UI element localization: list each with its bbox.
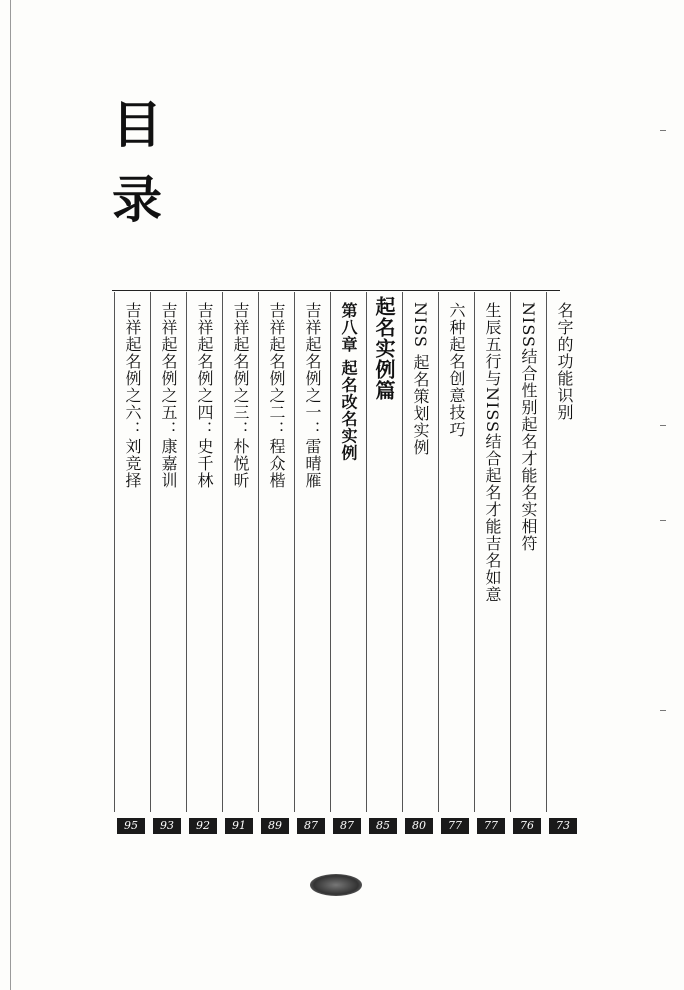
- toc-entry-title: 吉祥起名例之三：朴悦昕: [231, 302, 250, 489]
- toc-page-number: 89: [261, 818, 289, 834]
- toc-entry[interactable]: [258, 292, 292, 830]
- column-divider: [402, 292, 403, 812]
- toc-page-number: 87: [333, 818, 361, 834]
- toc-page-number: 77: [477, 818, 505, 834]
- toc-page-number: 73: [549, 818, 577, 834]
- page-left-edge: [10, 0, 11, 990]
- toc-page-number: 93: [153, 818, 181, 834]
- toc-entry-title: 吉祥起名例之六：刘竞择: [123, 302, 142, 489]
- toc-entry-title: 起名实例篇: [372, 296, 396, 401]
- toc-entry-title: NISS 起名策划实例: [411, 302, 430, 457]
- margin-mark: [660, 710, 666, 711]
- toc-entry[interactable]: [438, 292, 472, 830]
- toc-top-rule: [112, 290, 560, 291]
- column-divider: [186, 292, 187, 812]
- toc-entry-title: 名字的功能识别: [555, 302, 574, 421]
- toc-page-number: 76: [513, 818, 541, 834]
- column-divider: [294, 292, 295, 812]
- toc-page-number: 87: [297, 818, 325, 834]
- toc-entry-title: NISS结合性别起名才能名实相符: [519, 302, 538, 552]
- toc-entry[interactable]: [510, 292, 544, 830]
- toc-entry[interactable]: [294, 292, 328, 830]
- margin-mark: [660, 425, 666, 426]
- column-divider: [438, 292, 439, 812]
- column-divider: [114, 292, 115, 812]
- column-divider: [258, 292, 259, 812]
- toc-page-number: 85: [369, 818, 397, 834]
- toc-page-number: 95: [117, 818, 145, 834]
- toc-entry-title: 六种起名创意技巧: [447, 302, 466, 438]
- column-divider: [510, 292, 511, 812]
- toc-entry[interactable]: [186, 292, 220, 830]
- toc-entry-title: 吉祥起名例之五：康嘉训: [159, 302, 178, 489]
- toc-page-number: 92: [189, 818, 217, 834]
- toc-entry-title: 生辰五行与NISS结合起名才能吉名如意: [483, 302, 502, 603]
- toc-title-char-1: 目: [112, 95, 162, 154]
- margin-mark: [660, 130, 666, 131]
- toc-page-number: 80: [405, 818, 433, 834]
- toc-entry[interactable]: [330, 292, 364, 830]
- toc-entry[interactable]: [546, 292, 580, 830]
- column-divider: [330, 292, 331, 812]
- column-divider: [222, 292, 223, 812]
- toc-entry[interactable]: [114, 292, 148, 830]
- toc-entry[interactable]: [366, 292, 400, 830]
- toc-entry-title: 吉祥起名例之二：程众楷: [267, 302, 286, 489]
- toc-entry-title: 第八章 起名改名实例: [339, 302, 358, 462]
- toc-entry[interactable]: [222, 292, 256, 830]
- page-number-ornament: [310, 874, 362, 896]
- column-divider: [474, 292, 475, 812]
- margin-mark: [660, 520, 666, 521]
- toc-entry[interactable]: [150, 292, 184, 830]
- column-divider: [150, 292, 151, 812]
- toc-entry[interactable]: [402, 292, 436, 830]
- toc-entry[interactable]: [474, 292, 508, 830]
- toc-page-number: 77: [441, 818, 469, 834]
- toc-page-number: 91: [225, 818, 253, 834]
- column-divider: [366, 292, 367, 812]
- column-divider: [546, 292, 547, 812]
- toc-entry-title: 吉祥起名例之一：雷晴雁: [303, 302, 322, 489]
- toc-title-char-2: 录: [112, 170, 162, 229]
- toc-entry-title: 吉祥起名例之四：史千林: [195, 302, 214, 489]
